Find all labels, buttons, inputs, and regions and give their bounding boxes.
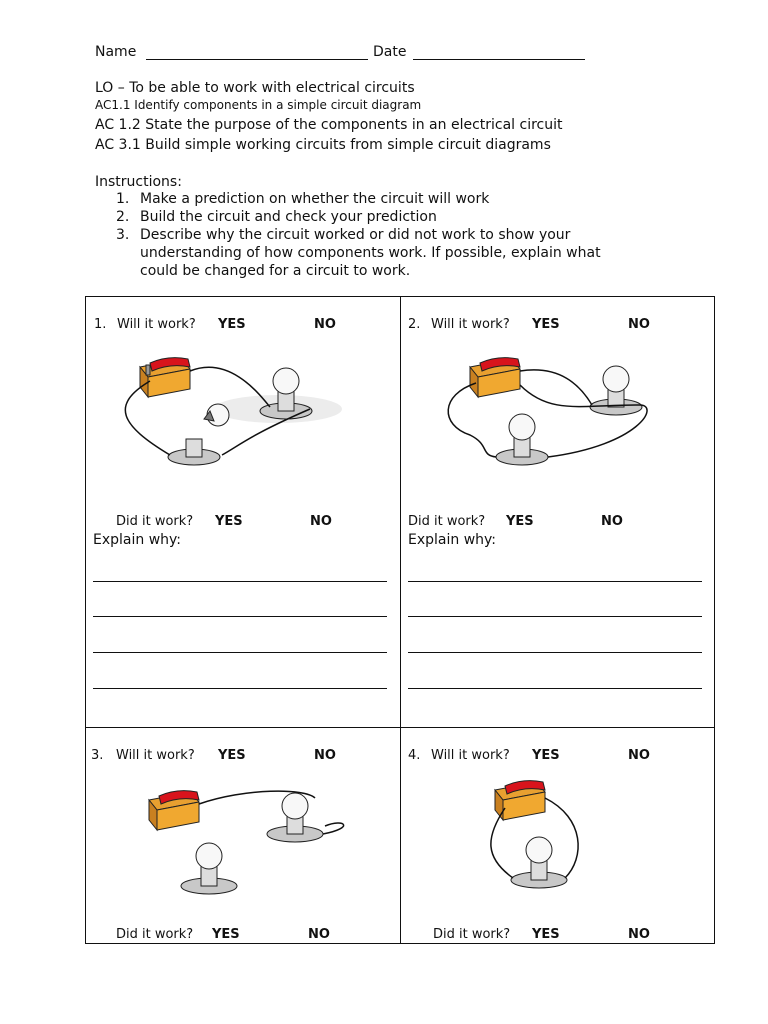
bulb-icon xyxy=(511,837,567,888)
battery-icon xyxy=(470,358,520,397)
result-no[interactable]: NO xyxy=(628,927,650,942)
bulb-icon xyxy=(181,843,237,894)
circuit-3-illustration xyxy=(145,778,365,908)
loose-bulb-icon xyxy=(204,404,229,426)
circuit-2-illustration xyxy=(440,345,680,475)
answer-line[interactable] xyxy=(408,652,702,653)
prediction-yes[interactable]: YES xyxy=(218,317,246,332)
wire xyxy=(323,823,344,834)
date-field[interactable] xyxy=(413,59,585,60)
did-it-work-label: Did it work? xyxy=(433,927,511,942)
prediction-no[interactable]: NO xyxy=(628,748,650,763)
question-number: 1. xyxy=(94,317,107,332)
question-number: 3. xyxy=(91,748,104,763)
bulb-icon xyxy=(168,439,220,465)
did-it-work-label: Did it work? xyxy=(408,514,486,529)
answer-line[interactable] xyxy=(93,688,387,689)
battery-icon xyxy=(495,781,545,820)
explain-label: Explain why: xyxy=(408,532,497,548)
result-yes[interactable]: YES xyxy=(532,927,560,942)
prediction-no[interactable]: NO xyxy=(628,317,650,332)
result-yes[interactable]: YES xyxy=(215,514,243,529)
date-label: Date xyxy=(373,44,407,60)
instruction-2: Build the circuit and check your prediction xyxy=(140,209,437,225)
learning-objective: LO – To be able to work with electrical circuits xyxy=(95,80,415,96)
prediction-yes[interactable]: YES xyxy=(218,748,246,763)
will-it-work-label: Will it work? xyxy=(117,317,196,332)
prediction-yes[interactable]: YES xyxy=(532,748,560,763)
explain-label: Explain why: xyxy=(93,532,182,548)
instruction-3-cont: could be changed for a circuit to work. xyxy=(140,263,411,279)
circuit-4-illustration xyxy=(485,778,595,908)
bulb-icon xyxy=(496,414,548,465)
will-it-work-label: Will it work? xyxy=(431,748,510,763)
will-it-work-label: Will it work? xyxy=(116,748,195,763)
question-number: 4. xyxy=(408,748,421,763)
name-label: Name xyxy=(95,44,137,60)
name-field[interactable] xyxy=(146,59,368,60)
answer-line[interactable] xyxy=(408,688,702,689)
wire xyxy=(520,385,647,457)
result-no[interactable]: NO xyxy=(308,927,330,942)
instruction-3-cont: understanding of how components work. If possible, explain what xyxy=(140,245,601,261)
instruction-number: 2. xyxy=(116,209,130,225)
wire xyxy=(545,798,578,878)
question-number: 2. xyxy=(408,317,421,332)
did-it-work-label: Did it work? xyxy=(116,927,194,942)
instructions-title: Instructions: xyxy=(95,174,182,190)
battery-icon xyxy=(149,791,199,830)
ac-1-1: AC1.1 Identify components in a simple circuit diagram xyxy=(95,98,422,112)
instruction-1: Make a prediction on whether the circuit will work xyxy=(140,191,490,207)
result-yes[interactable]: YES xyxy=(212,927,240,942)
ac-1-2: AC 1.2 State the purpose of the components in an electrical circuit xyxy=(95,117,563,133)
did-it-work-label: Did it work? xyxy=(116,514,194,529)
answer-line[interactable] xyxy=(408,616,702,617)
answer-line[interactable] xyxy=(93,581,387,582)
ac-3-1: AC 3.1 Build simple working circuits from simple circuit diagrams xyxy=(95,137,551,153)
prediction-no[interactable]: NO xyxy=(314,317,336,332)
answer-line[interactable] xyxy=(93,652,387,653)
result-no[interactable]: NO xyxy=(601,514,623,529)
bulb-icon xyxy=(267,793,323,842)
instruction-3: Describe why the circuit worked or did not work to show your xyxy=(140,227,571,243)
instruction-number: 3. xyxy=(116,227,130,243)
instruction-number: 1. xyxy=(116,191,130,207)
will-it-work-label: Will it work? xyxy=(431,317,510,332)
circuit-1-illustration xyxy=(110,345,360,475)
answer-line[interactable] xyxy=(408,581,702,582)
prediction-yes[interactable]: YES xyxy=(532,317,560,332)
battery-icon xyxy=(140,358,190,397)
prediction-no[interactable]: NO xyxy=(314,748,336,763)
answer-line[interactable] xyxy=(93,616,387,617)
wire xyxy=(520,370,592,405)
result-yes[interactable]: YES xyxy=(506,514,534,529)
bulb-icon xyxy=(590,366,642,415)
result-no[interactable]: NO xyxy=(310,514,332,529)
